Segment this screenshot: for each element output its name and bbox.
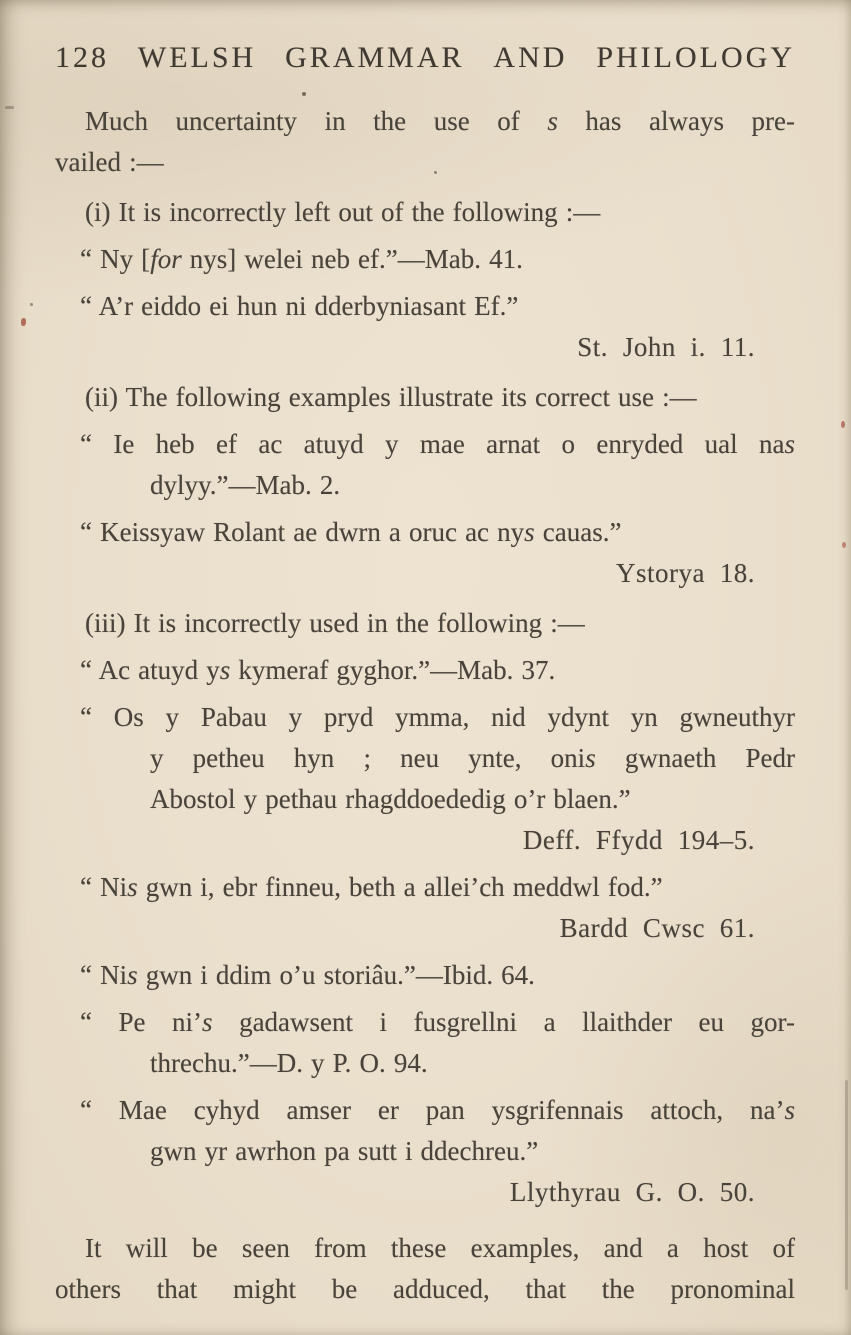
text-segment: “ Pe ni’ [80,1007,203,1037]
text-line [55,142,795,183]
italic-text: s [219,655,231,685]
text-segment: others that might be adduced, that the pronominal [55,1274,795,1304]
text-line [55,603,795,644]
text-segment: nys] welei neb ef.”—Mab. 41. [181,244,523,274]
scan-speck [841,421,845,428]
text-segment: Deff. Ffydd 194–5. [522,825,755,855]
text-line [55,327,755,368]
text-blocks [55,101,795,1310]
italic-text: s [524,517,535,547]
text-line [55,1269,795,1310]
text-segment: Abostol y pethau rhagddoededig o’r blaen.” [150,784,631,814]
cite-ystorya [55,553,795,594]
quote-mae-cyhyd [80,1090,795,1172]
quote-pe-nis [80,1002,795,1084]
text-line [80,465,795,506]
cite-st-john [55,327,795,368]
text-line [55,908,755,949]
text-segment: (ii) The following examples illustrate its correct use :— [85,382,697,412]
text-line [80,867,795,908]
running-title-word: WELSH [137,41,257,74]
text-line [55,553,755,594]
text-segment: gwn yr awrhon pa sutt i ddechreu.” [150,1136,539,1166]
text-line [55,1172,755,1213]
text-segment: Much uncertainty in the use of [85,106,548,136]
italic-text: s [127,872,138,902]
quote-keissyaw [80,512,795,553]
text-segment: vailed :— [55,147,164,177]
text-segment: (iii) It is incorrectly used in the following :— [85,608,585,638]
scan-edge-mark [845,1080,848,1290]
scan-speck [5,106,14,109]
text-segment: “ Ni [80,872,128,902]
text-segment: (i) It is incorrectly left out of the following :— [85,197,601,227]
text-line [80,697,795,738]
text-line [80,955,795,996]
running-head [55,42,795,74]
text-segment: y petheu hyn ; neu ynte, oni [150,743,586,773]
para-uncertainty [55,101,795,183]
cite-deff-ffydd [55,820,795,861]
para-conclusion [55,1228,795,1310]
intro-iii [55,603,795,644]
italic-text: s [202,1007,213,1037]
text-segment: “ Ie heb ef ac atuyd y mae arnat o enryded ual na [80,429,785,459]
scan-speck [434,171,437,174]
text-segment: threchu.”—D. y P. O. 94. [150,1048,428,1078]
italic-text: s [127,960,138,990]
quote-ar-eiddo [80,286,795,327]
text-segment: gwn i, ebr finneu, beth a allei’ch meddwl fod.” [137,872,663,902]
quote-ny-welei [80,239,795,280]
italic-text: s [585,743,596,773]
text-line [55,101,795,142]
quote-os-y-pabau [80,697,795,820]
running-title-word: AND [493,41,568,74]
text-segment: has always pre- [557,106,796,136]
text-segment: St. John i. 11. [577,332,755,362]
text-segment: “ Ac atuyd y [80,655,220,685]
quote-nis-gwn-ddim [80,955,795,996]
text-segment: gwnaeth Pedr [595,743,795,773]
text-line [80,1131,795,1172]
text-line [55,820,755,861]
quote-ie-heb [80,424,795,506]
text-segment: Ystorya 18. [615,558,755,588]
text-line [80,1043,795,1084]
italic-text: s [784,1095,795,1125]
text-segment: gwn i ddim o’u storiâu.”—Ibid. 64. [137,960,535,990]
scan-speck [21,318,26,326]
text-segment: “ Keissyaw Rolant ae dwrn a oruc ac ny [80,517,525,547]
quote-nis-gwn-finneu [80,867,795,908]
text-line [80,738,795,779]
text-line [55,377,795,418]
text-segment: “ Ni [80,960,128,990]
text-line [80,239,795,280]
intro-ii [55,377,795,418]
text-line [55,1228,795,1269]
italic-text: for [150,244,182,274]
cite-bardd-cwsc [55,908,795,949]
text-segment: “ Os y Pabau y pryd ymma, nid ydynt yn gwneuthyr [80,702,795,732]
text-segment: “ A’r eiddo ei hun ni dderbyniasant Ef.” [80,291,519,321]
text-line [55,192,795,233]
scan-speck [30,303,33,306]
text-line [80,286,795,327]
text-line [80,650,795,691]
page-number: 128 [55,41,109,74]
text-segment: It will be seen from these examples, and a host of [85,1233,795,1263]
text-segment: kymeraf gyghor.”—Mab. 37. [230,655,556,685]
running-title-word: GRAMMAR [285,41,465,74]
text-segment: gadawsent i fusgrellni a llaithder eu gor- [212,1007,796,1037]
quote-ac-atuyd [80,650,795,691]
scan-speck [302,92,306,96]
cite-llythyrau [55,1172,795,1213]
running-title-word: PHILOLOGY [596,41,795,74]
italic-text: s [784,429,795,459]
text-segment: “ Ny [ [80,244,151,274]
text-line [80,424,795,465]
scan-speck [842,542,846,548]
text-segment: cauas.” [534,517,622,547]
intro-i [55,192,795,233]
text-line [80,512,795,553]
text-line [80,1090,795,1131]
text-segment: Bardd Cwsc 61. [559,913,755,943]
text-segment: dylyy.”—Mab. 2. [150,470,341,500]
text-segment: “ Mae cyhyd amser er pan ysgrifennais attoch, na’ [80,1095,785,1125]
text-line [80,1002,795,1043]
text-segment: Llythyrau G. O. 50. [509,1177,755,1207]
text-line [80,779,795,820]
italic-text: s [547,106,558,136]
